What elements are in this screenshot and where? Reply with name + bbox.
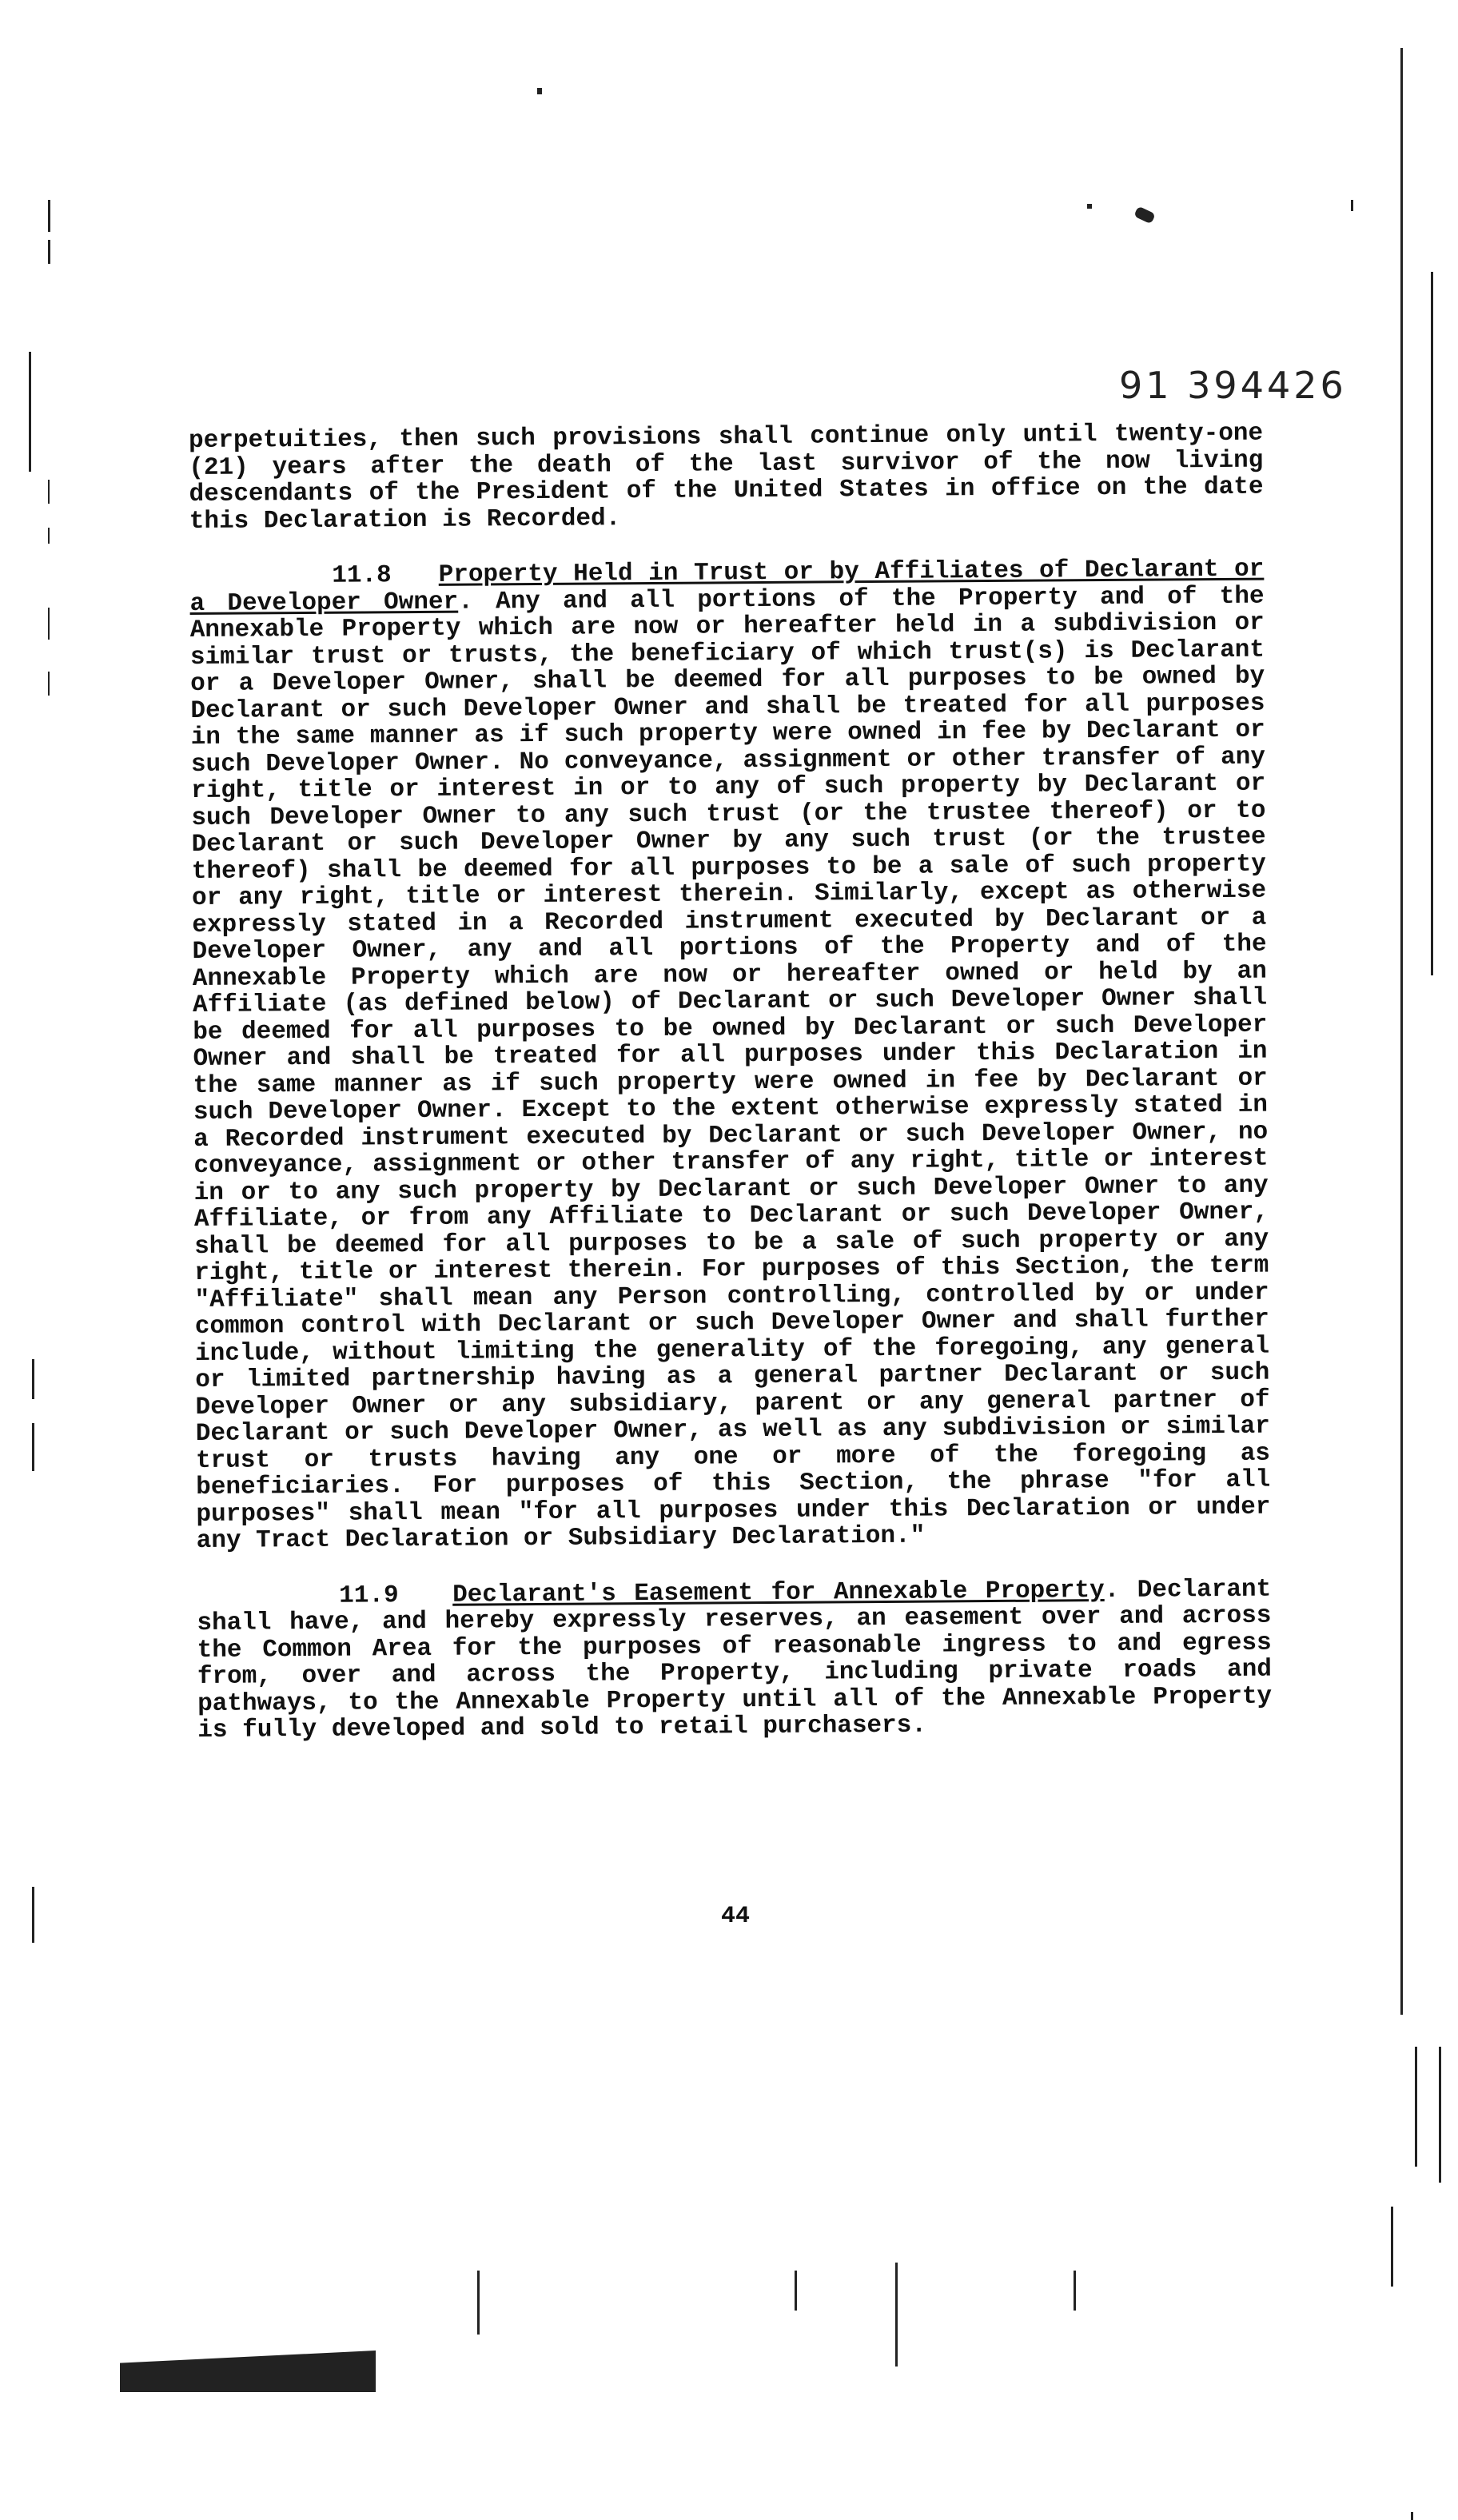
section-number: 11.8 [332, 561, 392, 590]
section-11-9 [197, 1576, 1272, 1744]
section-body: . Declarant shall have, and hereby expressly reserves, an easement over and across the Common Area for the purposes of reasonable ingress to and egress from, over and across the Property, including private roads and pathways, to the Annexable Property until all of the Annexable Property is fully developed and sold to retail purchasers. [197, 1575, 1273, 1744]
section-number: 11.9 [339, 1581, 399, 1610]
section-indent [189, 582, 332, 583]
scan-artifact-left-mark [48, 672, 50, 696]
scan-artifact-left-mark [48, 480, 50, 504]
scan-artifact-right-edge [1431, 272, 1433, 975]
scan-artifact-speck [1087, 204, 1092, 209]
scan-artifact-left-mark [48, 240, 50, 264]
scan-artifact-corner-shadow [120, 2351, 376, 2392]
scan-artifact-bottom-mark [477, 2271, 480, 2335]
section-indent [197, 1601, 339, 1602]
document-body [189, 421, 1273, 1773]
recording-number: 91 394426 [1119, 364, 1347, 407]
scan-artifact-right-edge [1391, 2207, 1393, 2287]
scan-artifact-left-mark [32, 1423, 34, 1471]
scan-artifact-speck [1351, 200, 1353, 211]
scan-artifact-right-edge [1439, 2047, 1441, 2183]
section-11-8 [189, 556, 1271, 1555]
scan-artifact-left-mark [48, 200, 50, 232]
scan-artifact-right-edge [1411, 2512, 1413, 2520]
scan-artifact-left-mark [48, 528, 50, 544]
opening-paragraph: perpetuities, then such provisions shall continue only until twenty-one (21) years after the death of the last survivor of the now living descendants of the President of the United States in office on the date this Declaration is Recorded. [188, 419, 1264, 536]
scan-artifact-right-edge [1415, 2047, 1417, 2167]
scan-artifact-left-mark [32, 1359, 34, 1399]
section-body: . Any and all portions of the Property and of the Annexable Property which are now or hereafter held in a subdivision or similar trust or trusts, the beneficiary of which trust(s) is Declarant or a Developer Owner, shall be deemed for all purposes to be owned by Declarant or such Developer Owner and shall be treated for all purposes in the same manner as if such property were owned in fee by Declarant or such Developer Owner. No conveyance, assignment or other transfer of any right, title or interest in or to any of such property by Declarant or such Developer Owner to any such trust (or the trustee thereof) or to Declarant or such Developer Owner by any such trust (or the trustee thereof) shall be deemed for all purposes to be a sale of such property or any right, title or interest therein. Similarly, except as otherwise expressly stated in a Recorded instrument executed by Declarant or a Developer Owner, any and all portions of the Property and of the Annexable Property which are now or hereafter owned or held by an Affiliate (as defined below) of Declarant or such Developer Owner shall be deemed for all purposes to be owned by Declarant or such Developer Owner and shall be treated for all purposes under this Declaration in the same manner as if such property were owned in fee by Declarant or such Developer Owner. Except to the extent otherwise expressly stated in a Recorded instrument executed by Declarant or such Developer Owner, no conveyance, assignment or other transfer of any right, title or interest in or to any such property by Declarant or such Developer Owner to any Affiliate, or from any Affiliate to Declarant or such Developer Owner, shall be deemed for all purposes to be a sale of such property or any right, title or interest therein. For purposes of this Section, the term "Affiliate" shall mean any Person controlling, controlled by or under common control with Declarant or such Developer Owner and shall further include, without limiting the generality of the foregoing, any general or limited partnership having as a general partner Declarant or such Developer Owner or any subsidiary, parent or any general partner of Declarant or such Developer Owner, as well as any subdivision or similar trust or trusts having any one or more of the foregoing as beneficiaries. For purposes of this Section, the phrase "for all purposes" shall mean "for all purposes under this Declaration or under any Tract Declaration or Subsidiary Declaration." [189, 582, 1271, 1555]
scan-artifact-left-mark [32, 1887, 34, 1943]
scan-artifact-speck [537, 88, 542, 94]
section-heading: Property Held in Trust or by Affiliates of Declarant or a Developer Owner [189, 555, 1265, 618]
page-number: 44 [720, 1903, 750, 1930]
scan-artifact-left-mark [29, 352, 31, 472]
section-heading: Declarant's Easement for Annexable Property [452, 1576, 1105, 1609]
scan-artifact-bottom-mark [1074, 2271, 1076, 2311]
scan-artifact-bottom-mark [895, 2263, 898, 2366]
scan-artifact-speck [1133, 206, 1156, 225]
scan-artifact-right-edge [1400, 48, 1403, 2015]
scan-artifact-left-mark [48, 608, 50, 640]
scan-artifact-bottom-mark [795, 2271, 797, 2311]
